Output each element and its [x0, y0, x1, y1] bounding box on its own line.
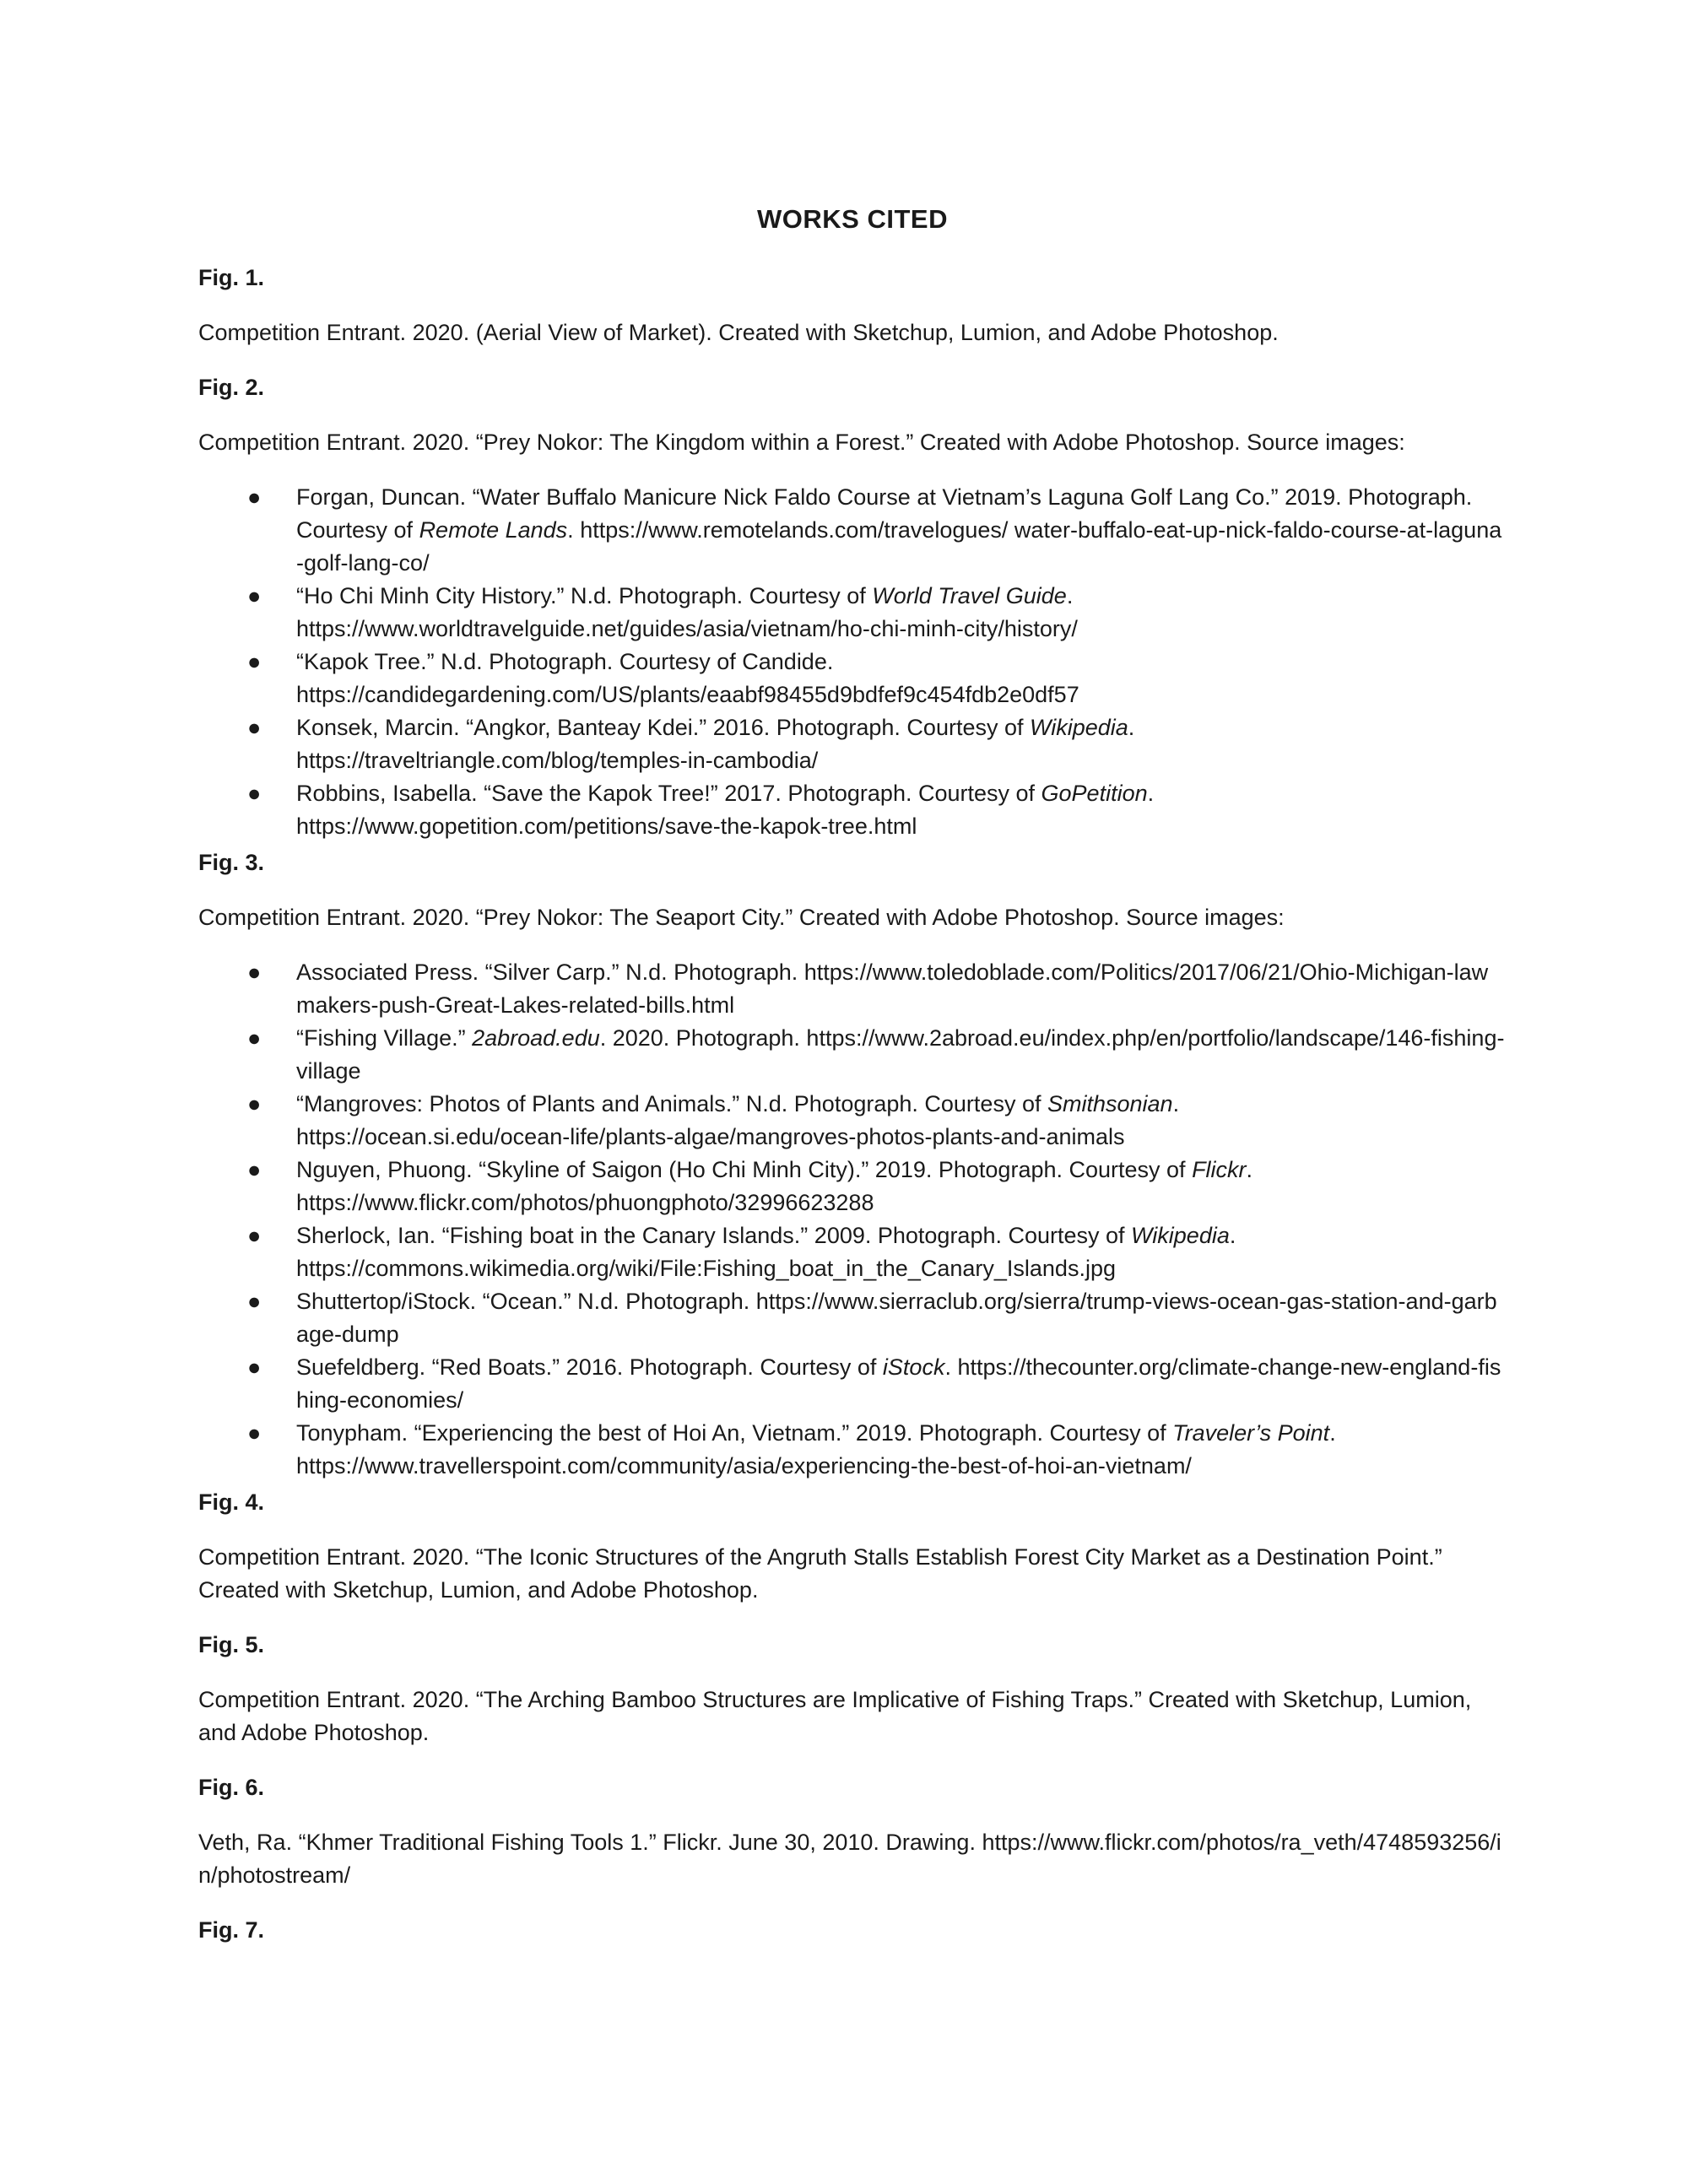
works-cited-page [198, 194, 1507, 1969]
fig-4-label: Fig. 4. [198, 1489, 265, 1515]
source-item [198, 956, 1507, 1022]
fig-3-entry: Competition Entrant. 2020. “Prey Nokor: The Seaport City.” Created with Adobe Photoshop. Source images: [198, 905, 1285, 930]
source-publisher: 2abroad.edu [472, 1025, 600, 1051]
source-item [198, 777, 1507, 843]
fig-1-entry: Competition Entrant. 2020. (Aerial View of Market). Created with Sketchup, Lumion, and Adobe Photoshop. [198, 320, 1279, 345]
source-item [198, 1088, 1507, 1154]
source-url: https://candidegardening.com/US/plants/eaabf98455d9bdfef9c454fdb2e0df57 [296, 682, 1079, 707]
fig-6-entry: Veth, Ra. “Khmer Traditional Fishing Tools 1.” Flickr. June 30, 2010. Drawing. https://www.flickr.com/photos/ra_veth/4748593256/in/photostream/ [198, 1830, 1501, 1888]
source-text: . [1246, 1157, 1253, 1182]
source-item [198, 1022, 1507, 1088]
source-url: https://www.travellerspoint.com/community/asia/experiencing-the-best-of-hoi-an-vietnam/ [296, 1453, 1192, 1479]
fig-5-entry: Competition Entrant. 2020. “The Arching Bamboo Structures are Implicative of Fishing Traps.” Created with Sketchup, Lumion, and Adobe Photoshop. [198, 1687, 1472, 1745]
page-title: WORKS CITED [757, 204, 948, 234]
bullet-icon: ● [247, 1289, 262, 1314]
source-item [198, 1417, 1507, 1483]
source-text: “Kapok Tree.” N.d. Photograph. Courtesy of Candide. [296, 649, 834, 674]
source-item [198, 1219, 1507, 1285]
source-item [198, 711, 1507, 777]
source-text: . [1329, 1420, 1336, 1446]
source-text: Nguyen, Phuong. “Skyline of Saigon (Ho Chi Minh City).” 2019. Photograph. Courtesy of [296, 1157, 1193, 1182]
bullet-icon: ● [247, 1223, 262, 1248]
source-text: Forgan, Duncan. “Water Buffalo Manicure Nick Faldo Course at Vietnam’s Laguna Golf Lang Co.” 2019. Photograph. Courtesy of [296, 484, 1473, 543]
source-item [198, 580, 1507, 646]
source-text: Associated Press. “Silver Carp.” N.d. Photograph. https://www.toledoblade.com/Politics/2017/06/21/Ohio-Michigan-lawmakers-push-Great-Lakes-related-bills.html [296, 960, 1489, 1018]
fig-5-label: Fig. 5. [198, 1632, 265, 1657]
source-text: . [1066, 583, 1074, 608]
source-text: . [1128, 715, 1135, 740]
source-item [198, 1351, 1507, 1417]
source-text: Sherlock, Ian. “Fishing boat in the Canary Islands.” 2009. Photograph. Courtesy of [296, 1223, 1132, 1248]
bullet-icon: ● [247, 583, 262, 608]
bullet-icon: ● [247, 1420, 262, 1446]
source-text: Shuttertop/iStock. “Ocean.” N.d. Photograph. https://www.sierraclub.org/sierra/trump-views-ocean-gas-station-and-garbage-dump [296, 1289, 1497, 1347]
source-text: Tonypham. “Experiencing the best of Hoi An, Vietnam.” 2019. Photograph. Courtesy of [296, 1420, 1173, 1446]
source-url: https://www.remotelands.com/travelogues/ water-buffalo-eat-up-nick-faldo-course-at-laguna-golf-lang-co/ [296, 517, 1502, 576]
source-text: “Fishing Village.” [296, 1025, 473, 1051]
bullet-icon: ● [247, 1157, 262, 1182]
source-text: . [567, 517, 574, 543]
source-text: Robbins, Isabella. “Save the Kapok Tree!” 2017. Photograph. Courtesy of [296, 781, 1041, 806]
source-text: . [1147, 781, 1155, 806]
fig-6-label: Fig. 6. [198, 1775, 265, 1800]
bullet-icon: ● [247, 484, 262, 510]
source-text: Suefeldberg. “Red Boats.” 2016. Photograph. Courtesy of [296, 1354, 883, 1380]
source-url: https://www.flickr.com/photos/phuongphoto/32996623288 [296, 1190, 874, 1215]
source-publisher: Smithsonian [1047, 1091, 1173, 1116]
source-url: https://traveltriangle.com/blog/temples-in-cambodia/ [296, 748, 819, 773]
source-item [198, 1285, 1507, 1351]
source-text: Konsek, Marcin. “Angkor, Banteay Kdei.” 2016. Photograph. Courtesy of [296, 715, 1030, 740]
bullet-icon: ● [247, 715, 262, 740]
bullet-icon: ● [247, 1025, 262, 1051]
fig-4-entry: Competition Entrant. 2020. “The Iconic Structures of the Angruth Stalls Establish Forest City Market as a Destination Point.” Created with Sketchup, Lumion, and Adobe Photoshop. [198, 1544, 1442, 1603]
bullet-icon: ● [247, 781, 262, 806]
source-publisher: Remote Lands [419, 517, 568, 543]
source-item [198, 481, 1507, 580]
source-publisher: iStock [882, 1354, 945, 1380]
source-publisher: Flickr [1192, 1157, 1247, 1182]
source-text: . [1172, 1091, 1180, 1116]
source-text: “Mangroves: Photos of Plants and Animals.” N.d. Photograph. Courtesy of [296, 1091, 1047, 1116]
source-publisher: Wikipedia [1131, 1223, 1230, 1248]
source-url: https://www.gopetition.com/petitions/save-the-kapok-tree.html [296, 814, 917, 839]
fig-2-label: Fig. 2. [198, 375, 265, 400]
source-url: https://commons.wikimedia.org/wiki/File:Fishing_boat_in_the_Canary_Islands.jpg [296, 1256, 1116, 1281]
fig-2-source-list [198, 481, 1507, 843]
source-text: . https://thecounter.org/climate-change-new-england-fishing-economies/ [296, 1354, 1501, 1413]
bullet-icon: ● [247, 649, 262, 674]
fig-7-label: Fig. 7. [198, 1917, 265, 1943]
source-publisher: Traveler’s Point [1172, 1420, 1330, 1446]
source-item [198, 1154, 1507, 1219]
fig-1-label: Fig. 1. [198, 265, 265, 290]
source-publisher: World Travel Guide [872, 583, 1067, 608]
fig-3-label: Fig. 3. [198, 850, 265, 875]
source-text: . [1229, 1223, 1236, 1248]
bullet-icon: ● [247, 1354, 262, 1380]
fig-3-source-list [198, 956, 1507, 1483]
bullet-icon: ● [247, 1091, 262, 1116]
source-text: “Ho Chi Minh City History.” N.d. Photograph. Courtesy of [296, 583, 873, 608]
source-item [198, 646, 1507, 711]
source-publisher: GoPetition [1041, 781, 1148, 806]
bullet-icon: ● [247, 960, 262, 985]
source-publisher: Wikipedia [1029, 715, 1128, 740]
source-url: https://ocean.si.edu/ocean-life/plants-algae/mangroves-photos-plants-and-animals [296, 1124, 1125, 1149]
source-url: https://www.worldtravelguide.net/guides/asia/vietnam/ho-chi-minh-city/history/ [296, 616, 1078, 641]
source-text: . 2020. Photograph. https://www.2abroad.eu/index.php/en/portfolio/landscape/146-fishing-village [296, 1025, 1505, 1084]
fig-2-entry: Competition Entrant. 2020. “Prey Nokor: The Kingdom within a Forest.” Created with Adobe Photoshop. Source images: [198, 430, 1405, 455]
